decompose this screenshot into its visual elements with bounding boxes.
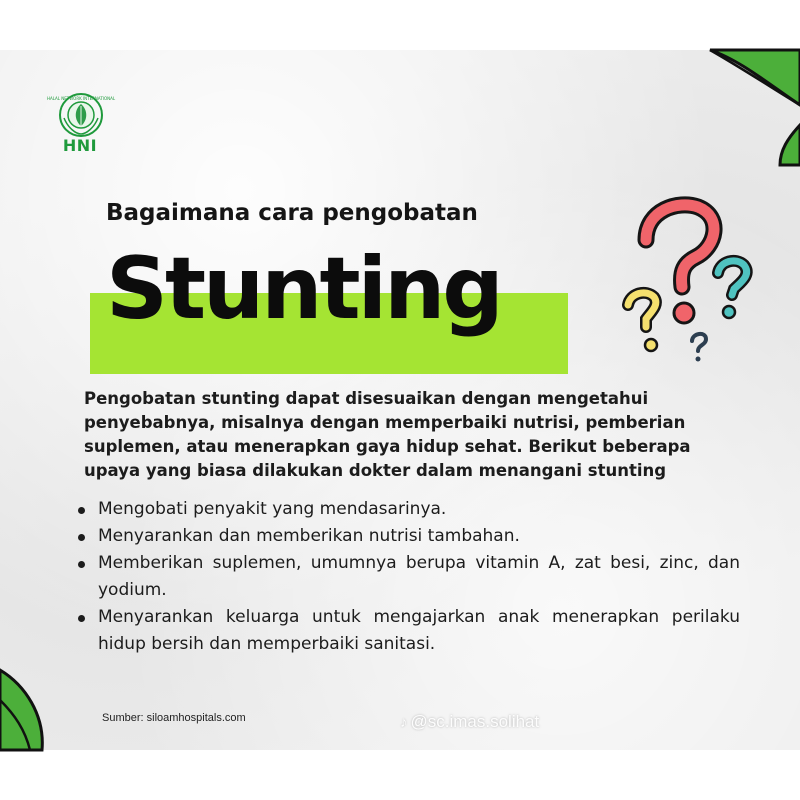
globe-leaf-icon: [46, 92, 116, 138]
bullet-icon: [78, 615, 85, 622]
bullet-icon: [78, 507, 85, 514]
question-mark-yellow-icon: [628, 293, 657, 351]
question-mark-teal-icon: [718, 261, 747, 318]
question-mark-navy-icon: [692, 334, 706, 362]
question-marks-illustration: [618, 195, 763, 365]
list-item-text: Mengobati penyakit yang mendasarinya.: [98, 499, 447, 519]
tiktok-icon: ♪: [400, 714, 408, 731]
watermark: [400, 712, 539, 732]
list-item: [76, 550, 740, 604]
treatment-list: [76, 496, 740, 658]
page-subtitle: Bagaimana cara pengobatan: [106, 200, 478, 226]
list-item: [76, 523, 740, 550]
poster: [0, 50, 800, 750]
list-item: [76, 496, 740, 523]
list-item: [76, 604, 740, 658]
bullet-icon: [78, 534, 85, 541]
logo-text: HNI: [62, 136, 98, 155]
list-item-text: Menyarankan dan memberikan nutrisi tambahan.: [98, 526, 520, 546]
logo-ring-text: HALAL NETWORK INTERNATIONAL: [46, 96, 116, 101]
watermark-text: @sc.imas.solihat: [410, 712, 540, 731]
list-item-text: Memberikan suplemen, umumnya berupa vitamin A, zat besi, zinc, dan yodium.: [98, 553, 740, 600]
leaf-bottom-left-icon: [0, 670, 50, 750]
bullet-icon: [78, 561, 85, 568]
list-item-text: Menyarankan keluarga untuk mengajarkan anak menerapkan perilaku hidup bersih dan memperbaiki sanitasi.: [98, 607, 740, 654]
leaf-top-right-icon: [700, 50, 800, 165]
intro-paragraph: Pengobatan stunting dapat disesuaikan dengan mengetahui penyebabnya, misalnya dengan memperbaiki nutrisi, pemberian suplemen, atau menerapkan gaya hidup sehat. Berikut beberapa upaya yang biasa dilakukan dokter dalam menangani stunting: [84, 389, 691, 480]
source-credit: Sumber: siloamhospitals.com: [102, 712, 246, 724]
page-title: Stunting: [106, 239, 501, 339]
hni-logo: [46, 92, 116, 164]
